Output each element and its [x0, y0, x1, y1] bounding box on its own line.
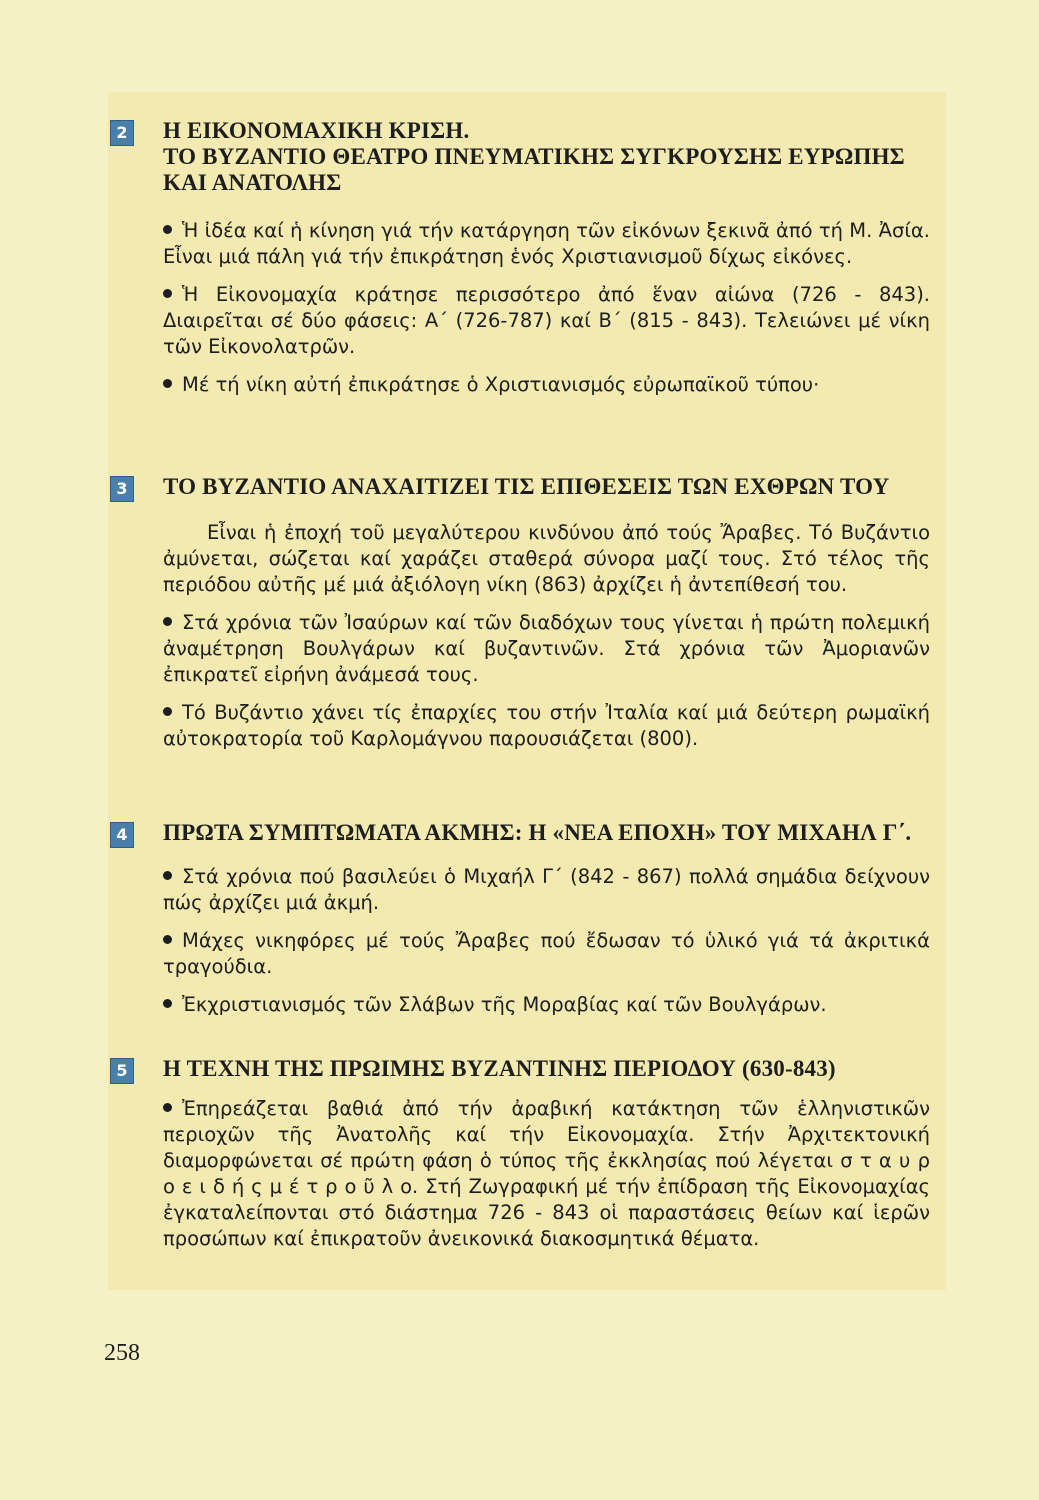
heading-line: ΤΟ ΒΥΖΑΝΤΙΟ ΘΕΑΤΡΟ ΠΝΕΥΜΑΤΙΚΗΣ ΣΥΓΚΡΟΥΣΗΣ ΕΥΡΩΠΗΣ [163, 144, 905, 169]
section-heading [163, 1056, 930, 1082]
paragraph-text: Ἐκχριστιανισμός τῶν Σλάβων τῆς Μοραβίας καί τῶν Βουλγάρων. [182, 993, 827, 1016]
bullet-paragraph [163, 700, 930, 752]
section-heading [163, 474, 930, 500]
bullet-paragraph [163, 992, 930, 1018]
heading-line: ΚΑΙ ΑΝΑΤΟΛΗΣ [163, 170, 342, 195]
bullet-paragraph [163, 610, 930, 688]
paragraph-text: Ἡ Εἰκονομαχία κράτησε περισσότερο ἀπό ἕναν αἰώνα (726 - 843). Διαιρεῖται σέ δύο φάσεις: Α΄ (726-787) καί Β΄ (815 - 843). Τελειώνει μέ νίκη τῶν Εἰκονολατρῶν. [163, 283, 930, 358]
heading-line: ΤΟ ΒΥΖΑΝΤΙΟ ΑΝΑΧΑΙΤΙΖΕΙ ΤΙΣ ΕΠΙΘΕΣΕΙΣ ΤΩΝ ΕΧΘΡΩΝ ΤΟΥ [163, 474, 890, 499]
bullet-icon [163, 1103, 172, 1112]
bullet-icon [163, 225, 172, 234]
heading-line: Η ΕΙΚΟΝΟΜΑΧΙΚΗ ΚΡΙΣΗ. [163, 118, 470, 143]
paragraph-text: Τό Βυζάντιο χάνει τίς ἐπαρχίες του στήν Ἰταλία καί μιά δεύτερη ρωμαϊκή αὐτοκρατορία τοῦ Καρλομάγνου παρουσιάζεται (800). [163, 701, 930, 750]
section-heading [163, 118, 930, 196]
paragraph-text: Μάχες νικηφόρες μέ τούς Ἄραβες πού ἔδωσαν τό ὑλικό γιά τά ἀκριτικά τραγούδια. [163, 929, 930, 978]
heading-line: Η ΤΕΧΝΗ ΤΗΣ ΠΡΩΙΜΗΣ ΒΥΖΑΝΤΙΝΗΣ ΠΕΡΙΟΔΟΥ (630-843) [163, 1056, 836, 1081]
bullet-paragraph [163, 218, 930, 270]
intro-paragraph: Εἶναι ἡ ἐποχή τοῦ μεγαλύτερου κινδύνου ἀπό τούς Ἄραβες. Τό Βυζάντιο ἀμύνεται, σώζεται καί χαράζει σταθερά σύνορα μαζί τους. Στό τέλος τῆς περιόδου αὐτῆς μέ μιά ἀξιόλογη νίκη (863) ἀρχίζει ἡ ἀντεπίθεσή του. [163, 521, 930, 596]
paragraph-text: Στά χρόνια τῶν Ἰσαύρων καί τῶν διαδόχων τους γίνεται ἡ πρώτη πολεμική ἀναμέτρηση Βουλγάρων καί βυζαντινῶν. Στά χρόνια τῶν Ἀμοριανῶν ἐπικρατεῖ εἰρήνη ἀνάμεσά τους. [163, 611, 930, 686]
bullet-icon [163, 871, 172, 880]
page-number: 258 [104, 1340, 140, 1366]
bullet-paragraph [163, 1096, 930, 1252]
section-number-badge: 5 [110, 1058, 134, 1084]
section-2 [110, 118, 930, 398]
heading-line: ΠΡΩΤΑ ΣΥΜΠΤΩΜΑΤΑ ΑΚΜΗΣ: Η «ΝΕΑ ΕΠΟΧΗ» ΤΟΥ ΜΙΧΑΗΛ Γ΄. [163, 820, 912, 845]
bullet-icon [163, 935, 172, 944]
paragraph-text: Μέ τή νίκη αὐτή ἐπικράτησε ὁ Χριστιανισμός εὐρωπαϊκοῦ τύπου· [182, 373, 820, 396]
bullet-icon [163, 379, 172, 388]
bullet-paragraph [163, 282, 930, 360]
bullet-icon [163, 289, 172, 298]
section-4 [110, 820, 930, 1018]
section-5 [110, 1056, 930, 1252]
section-3 [110, 474, 930, 752]
paragraph-text: Στά χρόνια πού βασιλεύει ὁ Μιχαήλ Γ΄ (842 - 867) πολλά σημάδια δείχνουν πώς ἀρχίζει μιά ἀκμή. [163, 865, 930, 914]
bullet-icon [163, 617, 172, 626]
bullet-paragraph [163, 372, 930, 398]
paragraph-text: Ἡ ἰδέα καί ἡ κίνηση γιά τήν κατάργηση τῶν εἰκόνων ξεκινᾶ ἀπό τή Μ. Ἀσία. Εἶναι μιά πάλη γιά τήν ἐπικράτηση ἑνός Χριστιανισμοῦ δίχως εἰκόνες. [163, 219, 930, 268]
section-number-badge: 3 [110, 476, 134, 502]
bullet-paragraph [163, 864, 930, 916]
section-number-badge: 2 [110, 120, 134, 146]
section-heading [163, 820, 930, 846]
bullet-paragraph [163, 928, 930, 980]
bullet-icon [163, 707, 172, 716]
section-number-badge: 4 [110, 822, 134, 848]
bullet-icon [163, 999, 172, 1008]
paragraph-text: Ἐπηρεάζεται βαθιά ἀπό τήν ἀραβική κατάκτηση τῶν ἑλληνιστικῶν περιοχῶν τῆς Ἀνατολῆς καί τήν Εἰκονομαχία. Στήν Ἀρχιτεκτονική διαμορφώνεται σέ πρώτη φάση ὁ τύπος τῆς ἐκκλησίας πού λέγεται σ τ α υ ρ ο ε ι δ ή ς μ έ τ ρ ο ῦ λ ο. Στή Ζωγραφική μέ τήν ἐπίδραση τῆς Εἰκονομαχίας ἐγκαταλείπονται στό διάστημα 726 - 843 οἱ παραστάσεις θείων καί ἱερῶν προσώπων καί ἐπικρατοῦν ἀνεικονικά διακοσμητικά θέματα. [163, 1097, 930, 1250]
